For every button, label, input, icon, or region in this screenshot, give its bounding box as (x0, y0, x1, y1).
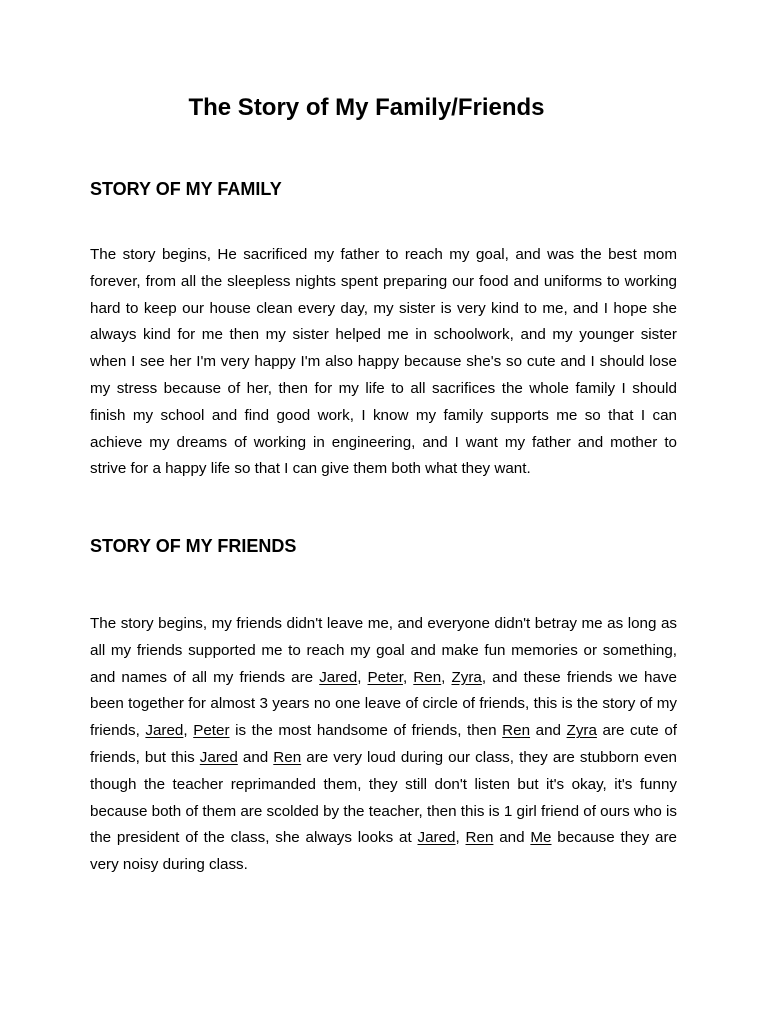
friends-section-heading: STORY OF MY FRIENDS (90, 536, 297, 556)
family-section-heading: STORY OF MY FAMILY (90, 179, 282, 199)
friend-name-zyra: Zyra (451, 668, 482, 686)
text-run: , (455, 829, 466, 847)
text-run: , and these friends we have been together for almost 3 years no one leave of circle of friends, this is the story of my friends, (90, 668, 677, 740)
text-run: and (493, 829, 531, 847)
family-story-paragraph: The story begins, He sacrificed my father to reach my goal, and was the best mom forever, from all the sleepless nights spent preparing our food and uniforms to working hard to keep our house clean every day, my sister is very kind to me, and I hope she always kind for me then my sister helped me in schoolwork, and my younger sister when I see her I'm very happy I'm also happy because she's so cute and I should lose my stress because of her, then for my life to all sacrifices the whole family I should finish my school and find good work, I know my family supports me so that I can achieve my dreams of working in engineering, and I want my father and mother to strive for a happy life so that I can give them both what they want. (90, 246, 677, 478)
friend-name-ren: Ren (502, 722, 531, 740)
friend-name-jared: Jared (199, 748, 238, 766)
text-run: , (357, 668, 368, 686)
friend-name-ren: Ren (413, 668, 442, 686)
friend-name-zyra: Zyra (566, 722, 597, 740)
friend-name-ren: Ren (465, 829, 494, 847)
friend-name-peter: Peter (367, 668, 403, 686)
text-run: , (183, 722, 194, 740)
text-run: , (441, 668, 452, 686)
text-run: , (402, 668, 414, 686)
text-run: are very loud during our class, they are stubborn even though the teacher reprimanded them, they still don't listen but it's okay, it's funny because both of them are scolded by the teacher, then this is 1 girl friend of ours who is the president of the class, she always looks at (90, 748, 677, 847)
friend-name-me: Me (530, 829, 552, 847)
friend-name-jared: Jared (145, 722, 184, 740)
text-run: is the most handsome of friends, then (229, 722, 503, 740)
text-run: are cute of friends, but this (90, 722, 678, 766)
document-title: The Story of My Family/Friends (188, 94, 545, 121)
text-run: and (237, 748, 274, 766)
friend-name-jared: Jared (319, 668, 358, 686)
text-run: because they are very noisy during class. (90, 829, 677, 874)
text-run: The story begins, my friends didn't leave me, and everyone didn't betray me as long as all my friends supported me to reach my goal and make fun memories or something, and names of all my friends are (90, 615, 677, 686)
friends-story-paragraph (90, 611, 677, 879)
friend-name-peter: Peter (193, 722, 230, 740)
friend-name-ren: Ren (273, 748, 302, 766)
text-run: and (530, 722, 567, 740)
friend-name-jared: Jared (417, 829, 456, 847)
